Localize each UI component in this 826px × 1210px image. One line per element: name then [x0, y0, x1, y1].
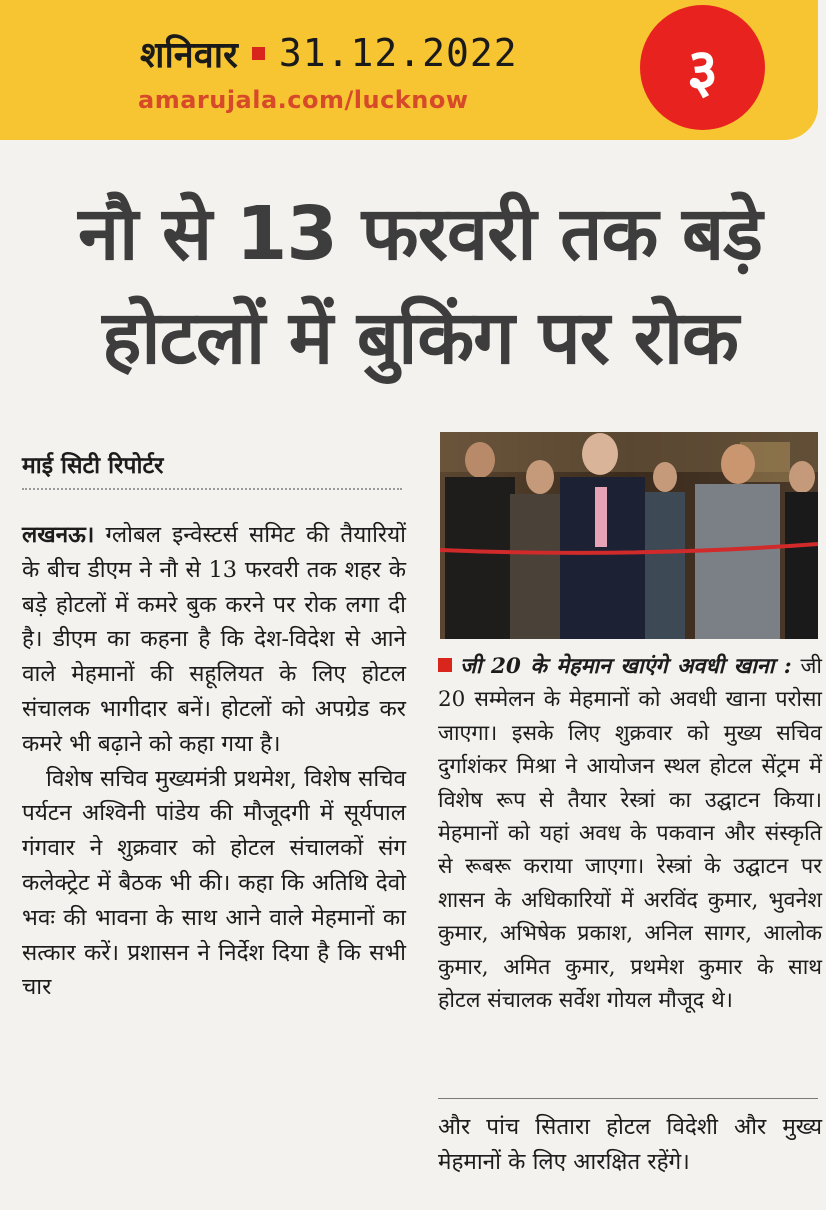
article-continuation: [438, 1110, 822, 1180]
page-number-badge: ३: [640, 5, 765, 130]
date-label: 31.12.2022: [278, 31, 518, 75]
headline-line-2: होटलों में बुकिंग पर रोक: [102, 295, 738, 381]
continuation-text: और पांच सितारा होटल विदेशी और मुख्य मेहमानों के लिए आरक्षित रहेंगे।: [438, 1114, 822, 1175]
caption-paragraph: [438, 650, 822, 1017]
headline-line-1: नौ से 13 फरवरी तक बड़े: [78, 191, 762, 277]
paragraph-2: विशेष सचिव मुख्यमंत्री प्रथमेश, विशेष सचिव पर्यटन अश्विनी पांडेय की मौजूदगी में सूर्यपाल गंगवार ने शुक्रवार को होटल संचालकों संग कलेक्ट्रेट में बैठक भी की। कहा कि अतिथि देवो भवः की भावना के साथ आने वाले मेहमानों का सत्कार करें। प्रशासन ने निर्देश दिया है कि सभी चार: [22, 765, 406, 1001]
article-body: [22, 518, 406, 1005]
paragraph-1: [22, 518, 406, 762]
byline: माई सिटी रिपोर्टर: [22, 453, 164, 479]
photo-caption: [438, 650, 822, 1017]
paragraph-1-text: ग्लोबल इन्वेस्टर्स समिट की तैयारियों के बीच डीएम ने नौ से 13 फरवरी तक शहर के बड़े होटलों में कमरे बुक करने पर रोक लगा दी है। डीएम का कहना है कि देश-विदेश से आने वाले मेहमानों की सहूलियत के लिए होटल संचालक भागीदार बनें। होटलों को अपग्रेड कर कमरे भी बढ़ाने को कहा गया है।: [22, 522, 406, 757]
news-photo: [440, 432, 818, 639]
website-link[interactable]: amarujala.com/lucknow: [138, 86, 469, 114]
caption-bullet-icon: [438, 658, 452, 672]
masthead-dateline: [140, 28, 518, 78]
separator-dot-icon: [252, 47, 265, 60]
byline-divider: [22, 488, 402, 490]
caption-body: जी 20 सम्मेलन के मेहमानों को अवधी खाना परोसा जाएगा। इसके लिए शुक्रवार को मुख्य सचिव दुर्गाशंकर मिश्रा ने आयोजन स्थल होटल सेंट्रम में विशेष रूप से तैयार रेस्त्रां का उद्घाटन किया। मेहमानों को यहां अवध के पकवान और संस्कृति से रूबरू कराया जाएगा। रेस्त्रां के उद्घाटन पर शासन के अधिकारियों में अरविंद कुमार, भुवनेश कुमार, अभिषेक प्रकाश, अनिल सागर, आलोक कुमार, अमित कुमार, प्रथमेश कुमार के साथ होटल संचालक सर्वेश गोयल मौजूद थे।: [438, 654, 822, 1014]
dateline: लखनऊ।: [22, 522, 95, 548]
caption-title: जी 20 के मेहमान खाएंगे अवधी खाना :: [460, 654, 792, 679]
day-label: शनिवार: [140, 34, 238, 76]
masthead: [0, 0, 818, 140]
caption-divider: [438, 1098, 818, 1099]
ribbon-cutting-photo: [440, 432, 818, 639]
headline: [30, 182, 810, 390]
